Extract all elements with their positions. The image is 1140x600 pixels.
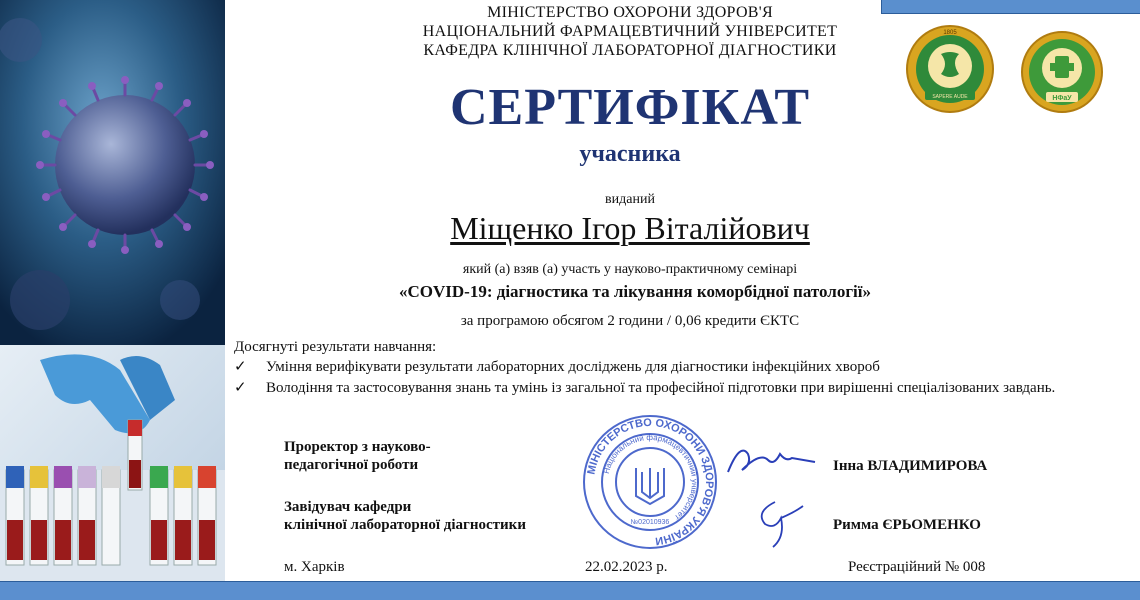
recipient-name: Міщенко Ігор Віталійович — [450, 210, 810, 246]
trident-icon — [636, 468, 664, 504]
registration-number: Реєстраційний № 008 — [848, 559, 986, 575]
program-volume: за програмою обсягом 2 години / 0,06 кредити ЄКТС — [460, 313, 800, 329]
head-of-department-name: Римма ЄРЬОМЕНКО — [833, 517, 981, 533]
certificate-subtitle: учасника — [579, 141, 681, 167]
left-decorative-image — [0, 0, 225, 582]
svg-text:№02010936: №02010936 — [630, 519, 670, 526]
checkmark-icon: ✓ — [234, 380, 247, 396]
svg-text:SAPERE AUDE: SAPERE AUDE — [932, 94, 968, 100]
learning-results-title: Досягнуті результати навчання: — [234, 339, 437, 355]
seminar-title: «COVID-19: діагностика та лікування коморбідної патології» — [398, 282, 871, 301]
head-signature — [745, 492, 815, 552]
university-line: НАЦІОНАЛЬНИЙ ФАРМАЦЕВТИЧНИЙ УНІВЕРСИТЕТ — [422, 23, 838, 40]
official-stamp — [580, 412, 720, 552]
prorector-name: Інна ВЛАДИМИРОВА — [833, 458, 988, 474]
nfau-logo — [1020, 30, 1104, 114]
issued-label: виданий — [605, 192, 655, 207]
institution-header — [300, 3, 960, 60]
participation-text: який (а) взяв (а) участь у науково-практичному семінарі — [462, 262, 798, 277]
prorector-signature — [720, 432, 820, 482]
checkmark-icon: ✓ — [234, 359, 247, 375]
svg-text:НФаУ: НФаУ — [1052, 95, 1072, 102]
city: м. Харків — [284, 559, 345, 575]
head-of-department-position: Завідувач кафедри клінічної лабораторної діагностики — [284, 499, 526, 533]
svg-text:1805: 1805 — [943, 30, 957, 36]
svg-text:Національний фармацевтичний ун: Національний фармацевтичний університет — [601, 432, 700, 522]
svg-text:МІНІСТЕРСТВО ОХОРОНИ ЗДОРОВ'Я: МІНІСТЕРСТВО ОХОРОНИ ЗДОРОВ'Я УКРАЇНИ — [585, 416, 716, 547]
issue-date: 22.02.2023 р. — [585, 559, 668, 575]
learning-result-item: ✓ Володіння та застосовування знань та умінь із загальної та професійної підготовки при вирішенні спеціалізованих завдань. — [234, 380, 1056, 396]
svg-text:1921: 1921 — [944, 83, 956, 88]
bottom-accent-bar — [0, 581, 1140, 600]
certificate-title: СЕРТИФІКАТ — [449, 79, 811, 136]
department-line: КАФЕДРА КЛІНІЧНОЇ ЛАБОРАТОРНОЇ ДІАГНОСТИКИ — [423, 42, 837, 59]
prorector-position: Проректор з науково- педагогічної роботи — [284, 439, 431, 473]
ministry-line: МІНІСТЕРСТВО ОХОРОНИ ЗДОРОВ'Я — [487, 4, 773, 21]
learning-result-item: ✓ Уміння верифікувати результати лабораторних досліджень для діагностики інфекційних хвороб — [234, 359, 880, 375]
